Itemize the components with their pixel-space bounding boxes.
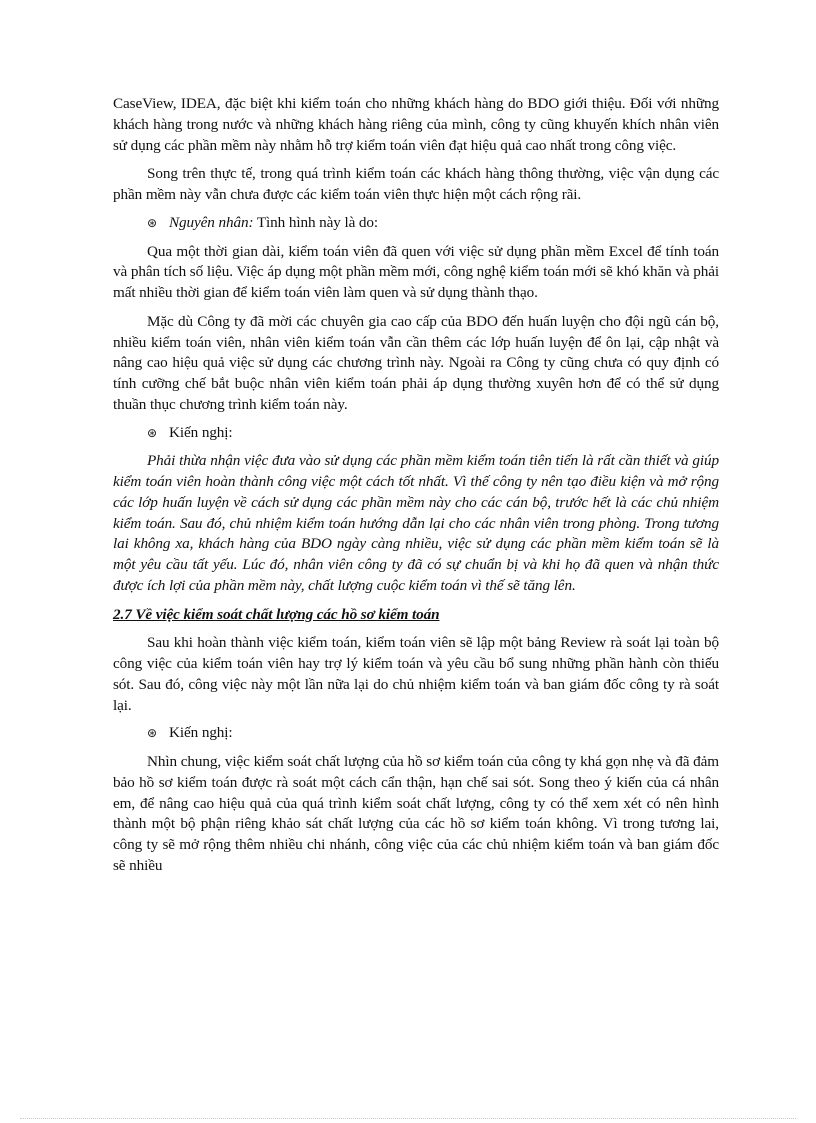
bullet-recommendation-2-text: Kiến nghị: — [169, 724, 233, 742]
bullet-star-icon: ⊛ — [147, 425, 157, 440]
bullet-recommendation-1-text: Kiến nghị: — [169, 423, 233, 441]
paragraph-2: Song trên thực tế, trong quá trình kiểm toán các khách hàng thông thường, việc vận dụng các phần mềm này vẫn chưa được các kiểm toán viên thực hiện một cách rộng rãi. — [113, 165, 719, 203]
paragraph-1: CaseView, IDEA, đặc biệt khi kiểm toán cho những khách hàng do BDO giới thiệu. Đối với những khách hàng trong nước và những khách hàng riêng của mình, công ty cũng khuyến khích nhân viên sử dụng các phần mềm này nhằm hỗ trợ kiểm toán viên đạt hiệu quả cao nhất trong công việc. — [113, 95, 719, 154]
bullet-cause-label: Nguyên nhân: — [169, 213, 254, 231]
bullet-star-icon: ⊛ — [147, 726, 157, 741]
paragraph-3: Qua một thời gian dài, kiểm toán viên đã quen với việc sử dụng phần mềm Excel để tính toán và phân tích số liệu. Việc áp dụng một phần mềm mới, công nghệ kiểm toán mới sẽ khó khăn và phải mất nhiều thời gian để kiểm toán viên làm quen và sử dụng thành thạo. — [113, 242, 719, 301]
section-heading: 2.7 Về việc kiểm soát chất lượng các hồ sơ kiểm toán — [113, 605, 440, 623]
bullet-cause — [113, 213, 719, 234]
paragraph-5: Phải thừa nhận việc đưa vào sử dụng các phần mềm kiểm toán tiên tiến là rất cần thiết và giúp kiểm toán viên hoàn thành công việc một cách tốt nhất. Vì thế công ty nên tạo điều kiện và mở rộng các lớp huấn luyện về cách sử dụng các phần mềm này cho các cán bộ, trước hết là các chủ nhiệm kiểm toán. Sau đó, chủ nhiệm kiểm toán hướng dẫn lại cho các nhân viên trong phòng. Trong tương lai không xa, khách hàng của BDO ngày càng nhiều, việc sử dụng các phần mềm kiểm toán sẽ là một yêu cầu tất yếu. Lúc đó, nhân viên công ty đã có sự chuẩn bị và khi họ đã quen và nhận thức được ích lợi của phần mềm này, chất lượng cuộc kiểm toán vì thế sẽ tăng lên. — [113, 452, 719, 594]
document-page — [113, 94, 719, 877]
bullet-cause-text: Tình hình này là do: — [253, 213, 379, 231]
paragraph-6: Sau khi hoàn thành việc kiểm toán, kiểm toán viên sẽ lập một bảng Review rà soát lại toàn bộ công việc của kiểm toán viên hay trợ lý kiểm toán và yêu cầu bổ sung những phần hành còn thiếu sót. Sau đó, công việc này một lần nữa lại do chủ nhiệm kiểm toán và ban giám đốc công ty rà soát lại. — [113, 634, 719, 714]
paragraph-7: Nhìn chung, việc kiểm soát chất lượng của hồ sơ kiểm toán của công ty khá gọn nhẹ và đã đảm bảo hồ sơ kiểm toán được rà soát một cách cẩn thận, hạn chế sai sót. Song theo ý kiến của cá nhân em, để nâng cao hiệu quả của quá trình kiểm soát chất lượng, công ty có thể xem xét có nên hình thành một bộ phận riêng khảo sát chất lượng của các hồ sơ kiểm toán không. Vì trong tương lai, công ty sẽ mở rộng thêm nhiều chi nhánh, công việc của các chủ nhiệm kiểm toán và ban giám đốc sẽ nhiều — [113, 753, 719, 874]
bullet-recommendation-2 — [113, 723, 719, 744]
page-bottom-divider — [20, 1118, 796, 1119]
paragraph-4: Mặc dù Công ty đã mời các chuyên gia cao cấp của BDO đến huấn luyện cho đội ngũ cán bộ, nhiều kiểm toán viên, nhân viên kiểm toán vẫn cần thêm các lớp huấn luyện để ôn lại, cập nhật và nâng cao hiệu quả việc sử dụng các chương trình này. Ngoài ra Công ty cũng chưa có quy định có tính cưỡng chế bắt buộc nhân viên kiểm toán phải áp dụng thường xuyên hơn để có thể sử dụng thuần thục chương trình kiểm toán này. — [113, 312, 719, 413]
bullet-star-icon: ⊛ — [147, 215, 157, 230]
bullet-recommendation-1 — [113, 423, 719, 444]
